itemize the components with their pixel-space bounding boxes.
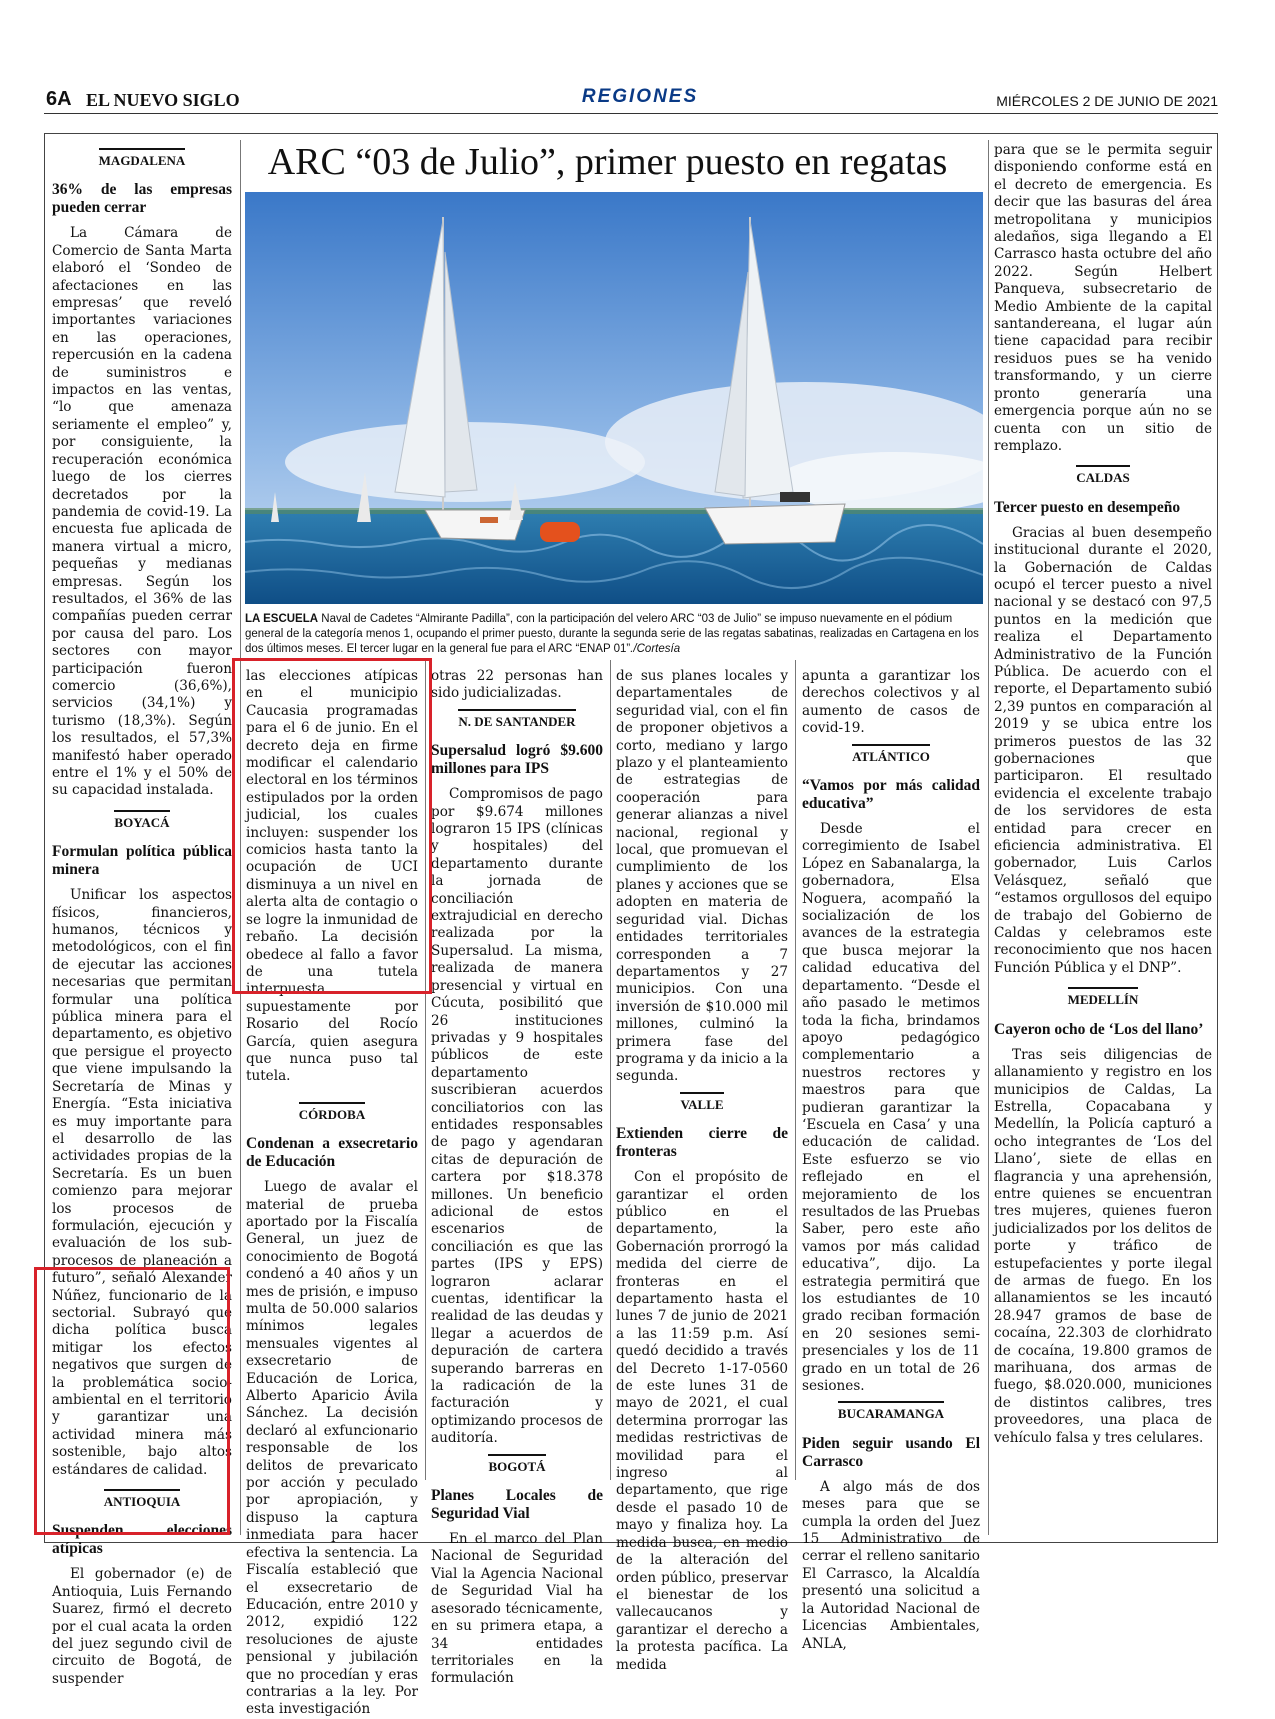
headline-medellin: Cayeron ocho de ‘Los del llano’ xyxy=(994,1020,1204,1038)
body-cordoba: Luego de avalar el material de prueba aportado por la Fiscalía General, un juez de conocimiento de Bogotá condenó a 40 años y un mes de prisión, e impuso multa de 50.000 salarios mínimos legales mensuales vigentes al exsecretario de Educación de Lorica, Alberto Aparicio Ávila Sánchez. La decisión declaró al exfuncionario responsable de los delitos de prevaricato por acción y peculado por apropiación, y dispuso la captura inmediata para hacer efectiva la sentencia. La Fiscalía estableció que el exsecretario de Educación, entre 2010 y 2012, expidió 122 resoluciones de ajuste pensional y jubilación que no procedían y eras contrarias a la ley. Por esta investigación xyxy=(246,1179,418,1718)
body-valle-continued: apunta a garantizar los derechos colectivos y al aumento de casos de covid-19. xyxy=(802,668,980,737)
body-magdalena: La Cámara de Comercio de Santa Marta elaboró el ‘Sondeo de afectaciones en las empresas’ que reveló importantes variaciones en las operaciones, repercusión en la cadena de suministros e impactos en las ventas, “lo que amenaza seriamente el empleo” y, por consiguiente, la recuperación económica luego de los cierres decretados por la pandemia de covid-19. La encuesta fue aplicada de manera virtual a micro, pequeñas y medianas empresas. Según los resultados, el 36% de las compañías pueden cerrar por causa del paro. Los sectores con mayor participación fueron comercio (36,6%), servicios (34,1%) y turismo (18,3%). Según los resultados, el 57,3% manifestó haber operado entre el 1% y el 50% de su capacidad instalada. xyxy=(52,225,232,799)
sailboats-image xyxy=(245,192,983,604)
headline-bucaramanga: Piden seguir usando El Carrasco xyxy=(802,1434,980,1470)
caption-text: Naval de Cadetes “Almirante Padilla”, con la participación del velero ARC “03 de Julio” se impuso nuevamente en el pódium general de la categoría menos 1, ocupando el primer puesto, durante la segunda serie de las regatas sabatinas, realizadas en Cartagena en los dos últimos meses. El tercer lugar en la general fue para el ARC “ENAP 01” xyxy=(245,613,979,655)
body-bucaramanga-continued: para que se le permita seguir disponiendo conforme está en el decreto de emergencia. Es decir que las basuras del área metropolitana y municipios aledaños, siga llegando a El Carrasco hasta octubre del año 2022. Según Helbert Panqueva, subsecretario de Medio Ambiente de la capital santandereana, el lugar aún tiene capacidad para recibir residuos pues se ha venido transformando, y un cierre pronto generaría una emergencia porque aún no se cuenta con un sitio de remplazo. xyxy=(994,142,1212,454)
headline-santander: Supersalud logró $9.600 millones para IPS xyxy=(431,742,603,778)
regatta-photo xyxy=(245,192,983,604)
body-cordoba-continued: otras 22 personas han sido judicializadas. xyxy=(431,668,603,702)
body-bucaramanga: A algo más de dos meses para que se cumpla la orden del Juez 15 Administrativo de cerrar el relleno sanitario El Carrasco, la Alcaldía presentó una solicitud a la Autoridad Nacional de Licencias Ambientales, ANLA, xyxy=(802,1478,980,1652)
headline-caldas: Tercer puesto en desempeño xyxy=(994,498,1181,516)
region-tag-medellin: MEDELLÍN xyxy=(994,987,1212,1008)
caption-lead: LA ESCUELA xyxy=(245,613,319,625)
headline-magdalena: 36% de las empresas pueden cerrar xyxy=(52,181,232,217)
headline-cordoba: Condenan a exsecretario de Educación xyxy=(246,1135,418,1171)
headline-valle: Extienden cierre de fronteras xyxy=(616,1125,788,1161)
region-tag-santander: N. DE SANTANDER xyxy=(431,709,603,730)
headline-boyaca: Formulan política pública minera xyxy=(52,843,232,879)
region-tag-atlantico: ATLÁNTICO xyxy=(802,744,980,765)
body-antioquia-continued: las elecciones atípicas en el municipio Caucasia programadas para el 6 de junio. En el decreto deja en firme modificar el calendario electoral en los términos estipulados por la orden judicial, los cuales incluyen: suspender los comicios hasta tanto la ocupación de UCI disminuya a un nivel en alerta alta de contagio o se logre la inmunidad de rebaño. La decisión obedece al fallo a favor de una tutela interpuesta supuestamente por Rosario del Rocío García, quien asegura que nunca puso tal tutela. xyxy=(246,668,418,1085)
region-tag-cordoba: CÓRDOBA xyxy=(246,1102,418,1123)
headline-atlantico: “Vamos por más calidad educativa” xyxy=(802,777,980,813)
body-antioquia: El gobernador (e) de Antioquia, Luis Fernando Suarez, firmó el decreto por el cual acata la orden del juez segundo civil de circuito de Bogotá, de suspender xyxy=(52,1566,232,1687)
body-valle: Con el propósito de garantizar el orden público en el departamento, la Gobernación prorrogó la medida del cierre de fronteras en el departamento hasta el lunes 7 de junio de 2021 a las 11:59 p.m. Así quedó decidido a través del Decreto 1-17-0560 de este lunes 31 de mayo de 2021, el cual determina prorrogar las medidas restrictivas de movilidad para el ingreso al departamento, que rige desde el pasado 10 de mayo y finaliza hoy. La medida busca, en medio de la alteración del orden público, preservar el bienestar de los vallecaucanos y garantizar el derecho a la protesta pacífica. La medida xyxy=(616,1169,788,1673)
body-medellin: Tras seis diligencias de allanamiento y registro en los municipios de Caldas, La Estrella, Copacabana y Medellín, la Policía capturó a ocho integrantes de ‘Los del Llano’, siete de ellas en flagrancia y una aprehensión, entre quienes se encuentran tres mujeres, quienes fueron judicializados por los delitos de porte y tráfico de estupefacientes y porte ilegal de armas de fuego. En los allanamientos se les incautó 28.947 gramos de base de cocaína, 22.303 de clorhidrato de cocaína, 19.800 gramos de marihuana, dos armas de fuego, $8.020.000, municiones de distintos calibres, tres proveedores, una placa de vehículo falsa y tres celulares. xyxy=(994,1046,1212,1446)
body-atlantico: Desde el corregimiento de Isabel López en Sabanalarga, la gobernadora, Elsa Noguera, acompañó la socialización de los avances de la estrategia que busca mejorar la calidad educativa del departamento. “Desde el año pasado le metimos toda la ficha, brindamos apoyo pedagógico complementario a nuestros rectores y maestros para que pudieran garantizar la ‘Escuela en Casa’ y una educación de calidad. Este esfuerzo se vio reflejado en el mejoramiento de los resultados de las Pruebas Saber, pero este año vamos por más calidad educativa”, dijo. La estrategia permitirá que los estudiantes de 10 grado reciban formación en 20 sesiones semi-presenciales y los de 11 grado en un total de 26 sesiones. xyxy=(802,821,980,1395)
column-6 xyxy=(994,142,1212,1447)
section-title: REGIONES xyxy=(581,86,699,107)
region-tag-magdalena: MAGDALENA xyxy=(52,148,232,169)
body-bogota-continued: de sus planes locales y departamentales de seguridad vial, con el fin de proponer objetivos a corto, mediano y largo plazo y el planteamiento de estrategias de cooperación para generar alianzas a nivel nacional, regional y local, que promuevan el cumplimiento de los planes y acciones que se adopten en materia de seguridad vial. Dichas entidades territoriales corresponden a 7 departamentos y 27 municipios. Con una inversión de $10.000 mil millones, culminó la primera fase del programa y da inicio a la segunda. xyxy=(616,668,788,1085)
highlight-box-continuation xyxy=(232,658,432,994)
column-4 xyxy=(616,668,788,1674)
column-divider xyxy=(795,660,796,1480)
page-number: 6A xyxy=(46,88,72,110)
newspaper-name: EL NUEVO SIGLO xyxy=(86,90,240,110)
main-headline: ARC “03 de Julio”, primer puesto en regatas xyxy=(267,141,948,183)
region-tag-bogota: BOGOTÁ xyxy=(431,1454,603,1475)
photo-caption xyxy=(245,612,983,657)
region-tag-caldas: CALDAS xyxy=(994,465,1212,486)
region-tag-antioquia: ANTIOQUIA xyxy=(52,1489,232,1510)
issue-date: MIÉRCOLES 2 DE JUNIO DE 2021 xyxy=(996,93,1218,109)
highlight-box-antioquia xyxy=(34,1267,230,1535)
region-tag-bucaramanga: BUCARAMANGA xyxy=(802,1401,980,1422)
column-divider xyxy=(610,660,611,1480)
headline-bogota: Planes Locales de Seguridad Vial xyxy=(431,1487,603,1523)
body-santander: Compromisos de pago por $9.674 millones lograron 15 IPS (clínicas y hospitales) del departamento durante la jornada de conciliación extrajudicial en derecho realizada por la Supersalud. La misma, realizada de manera presencial y virtual en Cúcuta, posibilitó que 26 instituciones privadas y 9 hospitales públicos de este departamento suscribieran acuerdos conciliatorios con las entidades responsables de pago y agendaran citas de depuración de cartera por $18.378 millones. Un beneficio adicional de estos escenarios de conciliación es que las partes (IPS y EPS) lograron aclarar cuentas, identificar la realidad de las deudas y llegar a acuerdos de depuración de cartera superando barreras en la radicación de la facturación y optimizando procesos de auditoría. xyxy=(431,786,603,1447)
column-divider xyxy=(988,140,989,1535)
headline-antioquia: Suspenden elecciones atípicas xyxy=(52,1522,232,1558)
region-tag-boyaca: BOYACÁ xyxy=(52,810,232,831)
region-tag-valle: VALLE xyxy=(616,1092,788,1113)
column-5 xyxy=(802,668,980,1653)
body-boyaca: Unificar los aspectos físicos, financieros, humanos, técnicos y metodológicos, con el fin de ejecutar las acciones necesarias que permitan formular una política pública minera para el departamento, es objetivo que persigue el proyecto que viene impulsando la Secretaría de Minas y Energía. “Esta iniciativa es muy importante para el desarrollo de las actividades propias de la Secretaría. Es un buen comienzo para mejorar los procesos de formulación, ejecución y evaluación de los sub-procesos de planeación a futuro”, señaló Alexander Núñez, funcionario de la sectorial. Subrayó que dicha política busca mitigar los efectos negativos que surgen de la problemática socio-ambiental en el territorio y garantizar una actividad minera más sostenible, bajo altos estándares de calidad. xyxy=(52,887,232,1478)
header-rule xyxy=(44,113,1218,114)
body-bogota: En el marco del Plan Nacional de Seguridad Vial la Agencia Nacional de Seguridad Vial ha asesorado técnicamente, en su primera etapa, a 34 entidades territoriales en la formulación xyxy=(431,1531,603,1687)
body-caldas: Gracias al buen desempeño institucional durante el 2020, la Gobernación de Caldas ocupó el tercer puesto a nivel nacional y se destacó con 97,5 puntos en la medición que realiza el Departamento Administrativo de la Función Pública. De acuerdo con el reporte, el Departamento subió 2,39 puntos en comparación al 2019 y se ubica entre los primeros puestos de las 32 gobernaciones que participaron. El resultado evidencia el excelente trabajo de los servidores de esta entidad para crecer en eficiencia administrativa. El gobernador, Luis Carlos Velásquez, señaló que “estamos orgullosos del equipo de trabajo del Gobierno de Caldas y celebramos este reconocimiento que nos hacen Función Pública y el DNP”. xyxy=(994,524,1212,976)
caption-credit: ./Cortesía xyxy=(630,643,681,655)
column-3 xyxy=(431,668,603,1688)
